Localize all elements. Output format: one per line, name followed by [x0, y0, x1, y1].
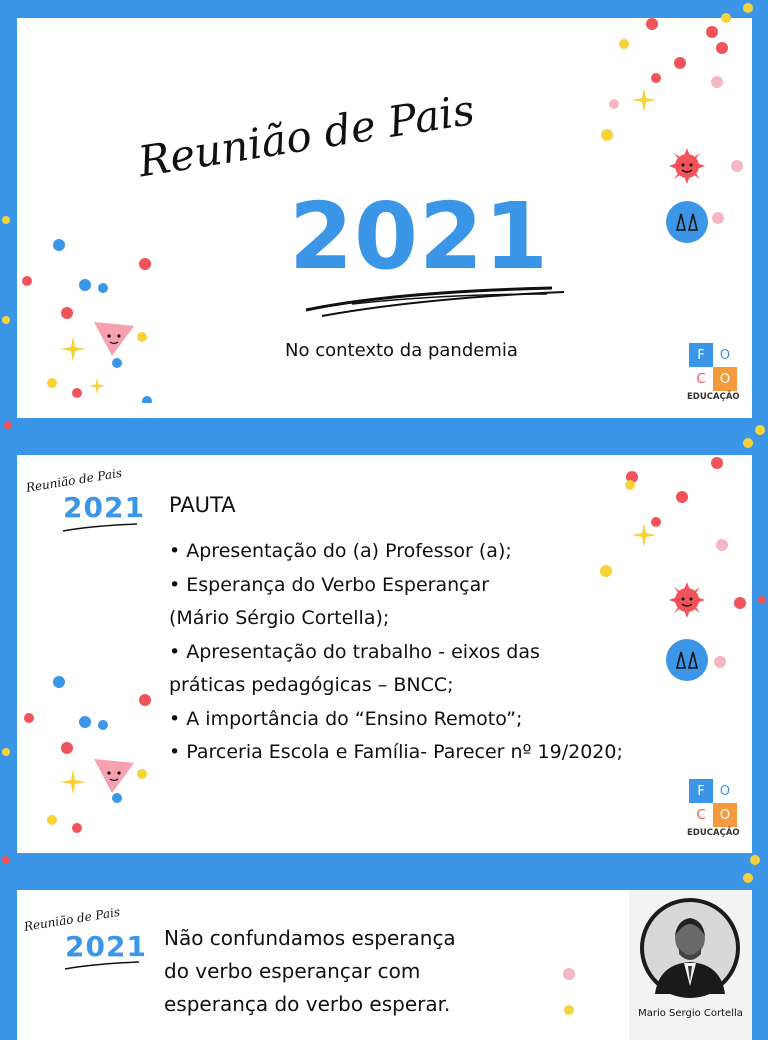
slide-quote	[17, 890, 752, 1040]
agenda-item: • A importância do “Ensino Remoto”;	[169, 707, 523, 730]
sparkle-icon	[60, 336, 86, 362]
slide-agenda	[17, 455, 752, 853]
sun-face-icon	[667, 146, 707, 186]
author-photo-card	[629, 890, 752, 1040]
brush-underline	[61, 522, 141, 534]
foco-logo	[687, 779, 740, 841]
logo-letter-c: C	[689, 803, 713, 827]
slide-cover	[17, 18, 752, 418]
year-title: 2021	[65, 930, 147, 963]
year-title: 2021	[63, 491, 145, 524]
brush-underline	[63, 960, 143, 972]
agenda-item: • Apresentação do (a) Professor (a);	[169, 540, 512, 562]
quote-line: do verbo esperançar com	[164, 959, 421, 983]
logo-letter-o2: O	[713, 803, 737, 827]
logo-letter-o: O	[713, 779, 737, 803]
logo-letter-o2: O	[713, 367, 737, 391]
quote-line: Não confundamos esperança	[164, 926, 456, 950]
logo-letter-o: O	[713, 343, 737, 367]
sparkle-icon	[632, 88, 656, 112]
author-caption: Mario Sergio Cortella	[638, 1008, 743, 1019]
quote-text	[164, 922, 456, 1021]
sparkle-icon	[89, 378, 105, 394]
agenda-item: • Parceria Escola e Família- Parecer nº 19/2020;	[169, 741, 623, 763]
agenda-list	[169, 535, 623, 770]
subtitle: No contexto da pandemia	[285, 340, 518, 361]
clapping-hands-icon	[665, 200, 709, 244]
logo-letter-f: F	[689, 343, 713, 367]
foco-logo	[687, 343, 740, 405]
logo-letter-f: F	[689, 779, 713, 803]
year-title: 2021	[289, 183, 550, 290]
script-title: Reunião de Pais	[135, 84, 478, 187]
agenda-item: práticas pedagógicas – BNCC;	[169, 674, 454, 696]
agenda-item: • Apresentação do trabalho - eixos das	[169, 640, 540, 663]
agenda-item: (Mário Sérgio Cortella);	[169, 607, 390, 629]
logo-letter-c: C	[689, 367, 713, 391]
sun-face-icon	[667, 580, 707, 620]
sparkle-icon	[632, 523, 656, 547]
logo-label: EDUCAÇÃO	[687, 828, 740, 838]
triangle-face-icon	[92, 755, 136, 795]
brush-underline	[302, 280, 572, 320]
author-photo	[629, 890, 752, 1005]
script-title: Reunião de Pais	[25, 465, 123, 495]
triangle-face-icon	[92, 318, 136, 358]
confetti-mid	[557, 960, 597, 1020]
agenda-title: PAUTA	[169, 493, 236, 517]
agenda-item: • Esperança do Verbo Esperançar	[169, 573, 490, 596]
quote-line: esperança do verbo esperar.	[164, 992, 451, 1016]
clapping-hands-icon	[665, 638, 709, 682]
logo-label: EDUCAÇÃO	[687, 392, 740, 402]
sparkle-icon	[60, 769, 86, 795]
script-title: Reunião de Pais	[23, 904, 121, 934]
